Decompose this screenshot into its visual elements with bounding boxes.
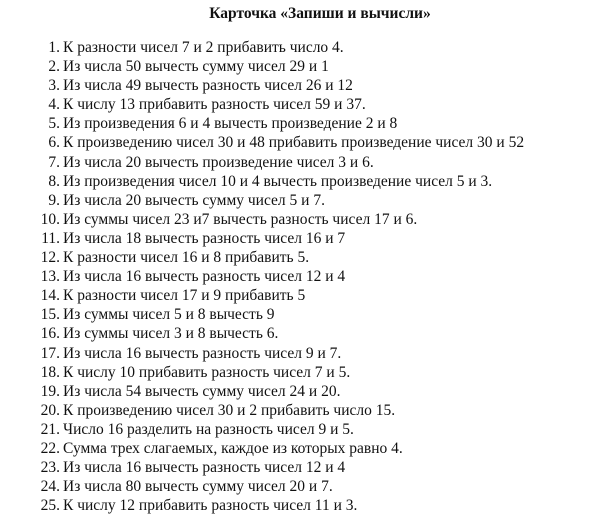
task-number: 13.	[40, 268, 60, 286]
task-number: 22.	[40, 439, 60, 457]
task-text: Из суммы чисел 5 и 8 вычесть 9	[63, 306, 275, 324]
task-text: Из числа 49 вычесть разность чисел 26 и 12	[63, 77, 353, 95]
task-number: 4.	[48, 96, 60, 114]
task-number: 12.	[40, 249, 60, 267]
task-number: 23.	[40, 459, 60, 477]
task-text: Сумма трех слагаемых, каждое из которых равно 4.	[63, 439, 403, 457]
task-text: Из числа 20 вычесть произведение чисел 3 и 6.	[63, 153, 374, 171]
task-number: 11.	[41, 229, 60, 247]
task-text: Из суммы чисел 23 и7 вычесть разность чисел 17 и 6.	[63, 210, 418, 228]
task-text: К числу 10 прибавить разность чисел 7 и 5.	[63, 363, 351, 381]
task-text: Из произведения чисел 10 и 4 вычесть произведение чисел 5 и 3.	[63, 172, 493, 190]
task-number: 25.	[40, 497, 60, 515]
task-text: К числу 12 прибавить разность чисел 11 и 3.	[63, 497, 358, 515]
task-text: Число 16 разделить на разность чисел 9 и 5.	[63, 420, 354, 438]
task-text: К разности чисел 16 и 8 прибавить 5.	[63, 249, 310, 267]
task-text: Из произведения 6 и 4 вычесть произведение 2 и 8	[63, 115, 398, 133]
task-number: 24.	[40, 478, 60, 496]
task-text: К произведению чисел 30 и 48 прибавить произведение чисел 30 и 52	[63, 134, 525, 152]
task-number: 3.	[48, 77, 60, 95]
task-text: К разности чисел 7 и 2 прибавить число 4.	[63, 39, 344, 56]
task-text: Из числа 80 вычесть сумму чисел 20 и 7.	[63, 478, 333, 496]
task-number: 16.	[40, 325, 60, 343]
task-text: Из суммы чисел 3 и 8 вычесть 6.	[63, 325, 279, 343]
task-number: 8.	[48, 172, 60, 190]
task-number: 2.	[48, 58, 60, 76]
task-text: Из числа 16 вычесть разность чисел 12 и 4	[63, 268, 346, 286]
task-text: К числу 13 прибавить разность чисел 59 и 37.	[63, 96, 366, 114]
task-text: Из числа 16 вычесть разность чисел 9 и 7.	[63, 344, 342, 362]
task-text: Из числа 20 вычесть сумму чисел 5 и 7.	[63, 191, 325, 209]
task-number: 20.	[40, 401, 60, 419]
task-number: 17.	[40, 344, 60, 362]
task-number: 21.	[40, 420, 60, 438]
task-number: 15.	[40, 306, 60, 324]
task-number: 6.	[48, 134, 60, 152]
task-number: 19.	[40, 382, 60, 400]
task-number: 1.	[48, 39, 60, 56]
task-number: 10.	[40, 210, 60, 228]
task-text: Из числа 18 вычесть разность чисел 16 и 7	[63, 229, 346, 247]
task-text: Из числа 54 вычесть сумму чисел 24 и 20.	[63, 382, 341, 400]
page-title: Карточка «Запиши и вычисли»	[209, 5, 431, 22]
task-text: К произведению чисел 30 и 2 прибавить число 15.	[63, 401, 396, 419]
task-number: 7.	[48, 153, 60, 171]
task-number: 5.	[48, 115, 60, 133]
task-text: Из числа 16 вычесть разность чисел 12 и 4	[63, 459, 346, 477]
task-number: 9.	[48, 191, 60, 209]
task-number: 18.	[40, 363, 60, 381]
task-number: 14.	[40, 287, 60, 305]
task-text: Из числа 50 вычесть сумму чисел 29 и 1	[63, 58, 329, 76]
task-text: К разности чисел 17 и 9 прибавить 5	[63, 287, 306, 305]
